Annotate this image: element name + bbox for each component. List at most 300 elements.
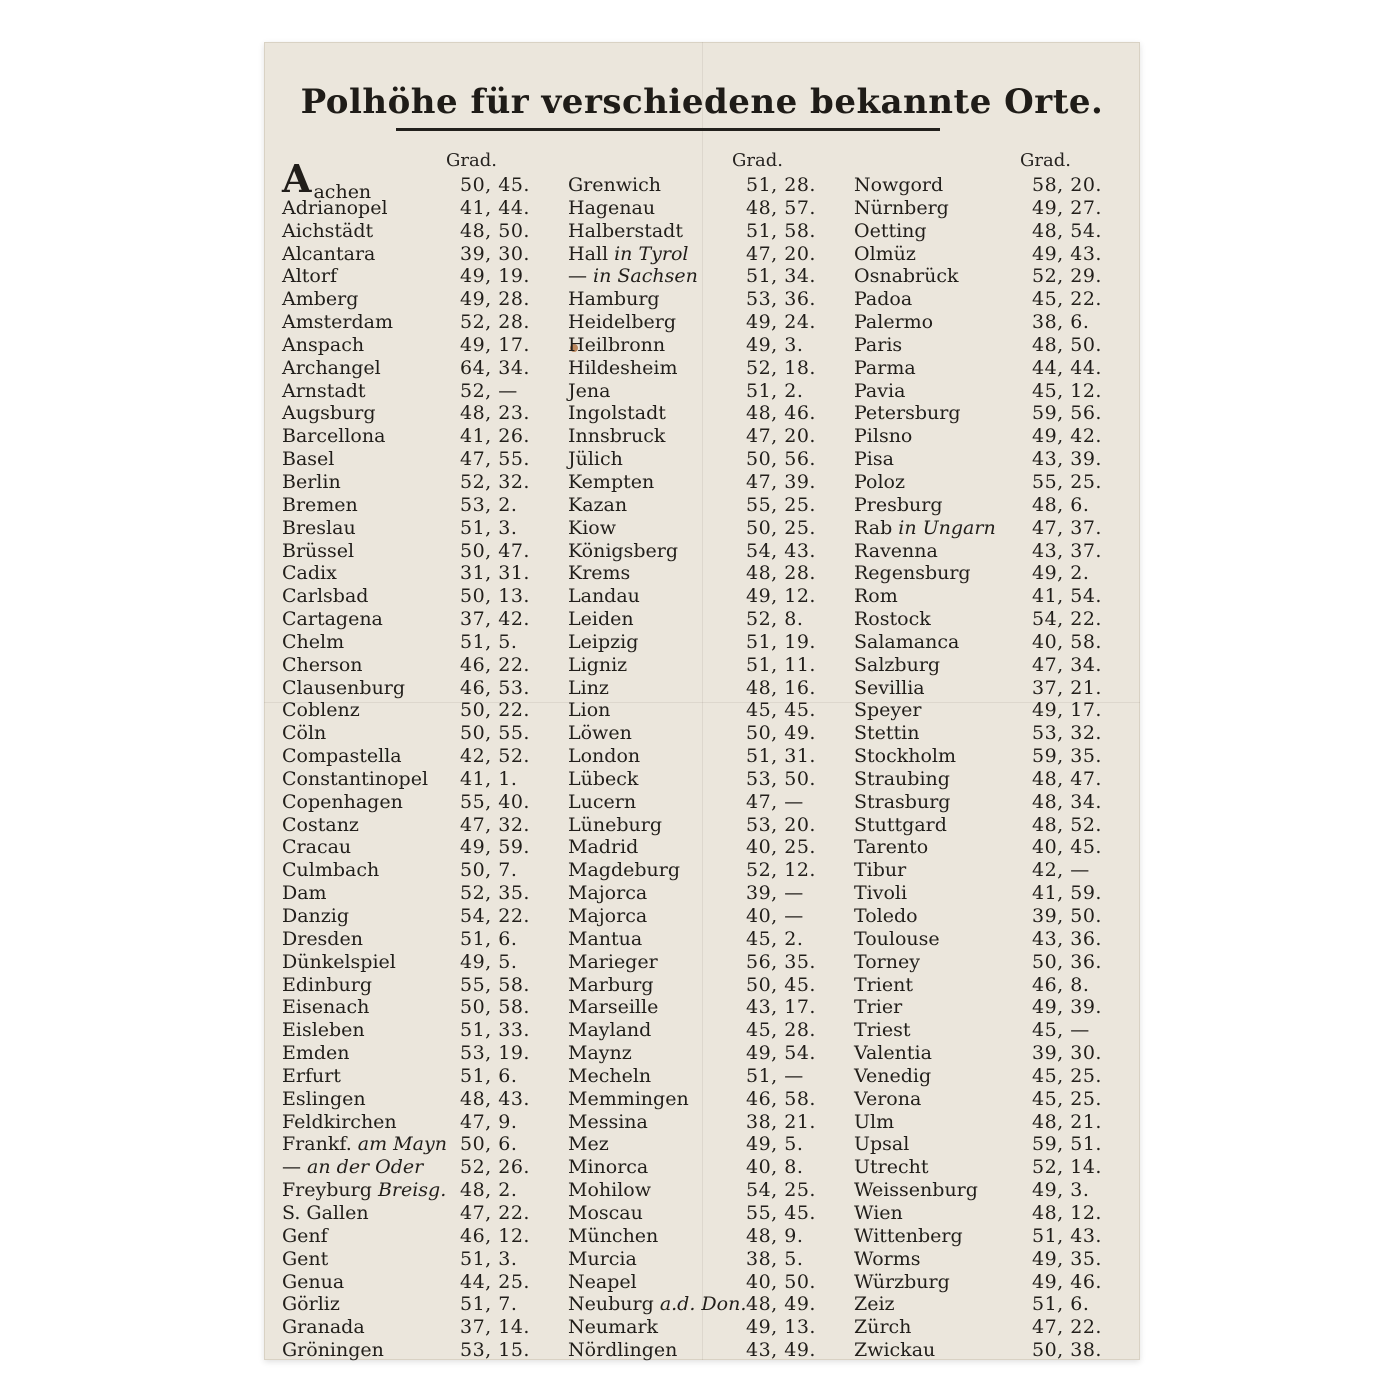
table-row xyxy=(282,380,554,403)
latitude-value: 50, 56. xyxy=(746,448,816,471)
place-name xyxy=(568,540,678,563)
place-name xyxy=(282,631,344,654)
latitude-value: 47, 37. xyxy=(1032,516,1102,539)
table-row xyxy=(282,562,554,585)
place-name-text: Coblenz xyxy=(282,699,360,722)
place-name-text: Landau xyxy=(568,585,640,608)
latitude-value: 53, 50. xyxy=(746,767,816,790)
table-row xyxy=(568,540,840,563)
place-name xyxy=(282,1179,446,1202)
document-title: Polhöhe für verschiedene bekannte Orte. xyxy=(300,82,1104,122)
place-name xyxy=(854,1316,911,1339)
place-name xyxy=(854,677,925,700)
place-name xyxy=(854,1042,932,1065)
place-name-text: Padoa xyxy=(854,288,913,311)
place-name-text: Kempten xyxy=(568,470,655,493)
place-name-text: Straubing xyxy=(854,767,950,790)
table-row xyxy=(282,608,554,631)
latitude-value: 41, 1. xyxy=(460,767,518,790)
latitude-value: 50, 49. xyxy=(746,722,816,745)
place-name-text: Wien xyxy=(854,1201,903,1224)
place-name-text: Stettin xyxy=(854,722,920,745)
place-name-text: Halberstadt xyxy=(568,219,683,242)
place-name xyxy=(568,494,627,517)
place-name-text: Mayland xyxy=(568,1019,652,1042)
place-name-text: Verona xyxy=(854,1087,922,1110)
latitude-value: 53, 15. xyxy=(460,1339,530,1362)
latitude-value: 48, 23. xyxy=(460,402,530,425)
column-3 xyxy=(854,146,1126,1362)
column-3-rows xyxy=(854,174,1126,1362)
place-name xyxy=(568,1179,651,1202)
latitude-value: 49, 59. xyxy=(460,836,530,859)
place-name-text: Breslau xyxy=(282,516,356,539)
table-row xyxy=(854,311,1126,334)
place-name-text: Brüssel xyxy=(282,539,355,562)
place-name xyxy=(282,448,334,471)
latitude-value: 48, 47. xyxy=(1032,767,1102,790)
table-row xyxy=(854,677,1126,700)
table-row xyxy=(854,174,1126,197)
latitude-value: 41, 44. xyxy=(460,196,530,219)
latitude-value: 56, 35. xyxy=(746,950,816,973)
place-name xyxy=(854,540,938,563)
latitude-value: 52, 35. xyxy=(460,882,530,905)
latitude-value: 54, 22. xyxy=(460,905,530,927)
place-name-text: Berlin xyxy=(282,470,341,493)
place-name-text: Edinburg xyxy=(282,973,372,996)
table-row xyxy=(568,1179,840,1202)
place-name-text: Leipzig xyxy=(568,630,639,653)
table-row xyxy=(854,996,1126,1019)
place-name xyxy=(282,311,393,334)
table-row xyxy=(854,1133,1126,1156)
place-name-text: Poloz xyxy=(854,470,905,493)
place-name xyxy=(282,494,358,517)
place-name xyxy=(282,265,337,288)
table-row xyxy=(854,1293,1126,1316)
table-row xyxy=(854,402,1126,425)
table-row xyxy=(854,265,1126,288)
place-name-text: Venedig xyxy=(854,1064,932,1087)
place-qualifier: in Tyrol xyxy=(614,242,689,265)
latitude-value: 44, 25. xyxy=(460,1270,530,1293)
place-name-text: Leiden xyxy=(568,608,634,631)
table-row xyxy=(854,722,1126,745)
place-name xyxy=(568,471,654,494)
place-name-text: Rostock xyxy=(854,608,931,631)
latitude-value: 52, 18. xyxy=(746,356,816,379)
place-name-text: Ligniz xyxy=(568,653,628,676)
place-name-text: Erfurt xyxy=(282,1064,341,1087)
table-row xyxy=(568,745,840,768)
place-name-text: London xyxy=(568,745,641,768)
place-name-text: Pisa xyxy=(854,448,894,471)
latitude-value: 45, 2. xyxy=(746,927,804,950)
latitude-value: 52, 28. xyxy=(460,311,530,334)
place-name xyxy=(568,699,610,722)
place-name xyxy=(568,1225,658,1248)
table-row xyxy=(854,1248,1126,1271)
place-name xyxy=(282,722,326,745)
place-name xyxy=(568,928,642,951)
table-row xyxy=(854,1065,1126,1088)
place-name-text: Messina xyxy=(568,1110,648,1133)
table-row xyxy=(568,996,840,1019)
place-name xyxy=(854,1339,935,1362)
latitude-value: 55, 40. xyxy=(460,790,530,813)
place-name-text: Ravenna xyxy=(854,539,938,562)
place-name xyxy=(854,402,961,425)
place-name-text: Majorca xyxy=(568,882,648,905)
table-row xyxy=(282,1248,554,1271)
table-row xyxy=(854,1339,1126,1362)
table-row xyxy=(282,220,554,243)
table-row xyxy=(282,814,554,837)
latitude-value: 51, 6. xyxy=(1032,1293,1090,1316)
place-name-text: Dam xyxy=(282,882,327,905)
place-name-text: Hildesheim xyxy=(568,356,678,379)
table-row xyxy=(854,608,1126,631)
latitude-value: 52, 32. xyxy=(460,470,530,493)
place-name xyxy=(854,425,912,448)
table-row xyxy=(282,768,554,791)
latitude-value: 48, 34. xyxy=(1032,790,1102,813)
table-row xyxy=(282,540,554,563)
title-rule xyxy=(396,128,940,131)
table-row xyxy=(282,1225,554,1248)
table-row xyxy=(568,220,840,243)
place-name-text: Heilbronn xyxy=(568,333,666,356)
place-name-text: Archangel xyxy=(282,356,381,379)
table-row xyxy=(568,311,840,334)
place-name-text: Amberg xyxy=(282,288,359,311)
latitude-value: 48, 16. xyxy=(746,676,816,699)
place-name xyxy=(282,1225,328,1248)
latitude-value: 49, 5. xyxy=(746,1133,804,1156)
place-name xyxy=(282,197,388,220)
place-name-text: Murcia xyxy=(568,1247,637,1270)
table-row xyxy=(854,905,1126,928)
place-name-text: Minorca xyxy=(568,1156,649,1179)
place-name xyxy=(568,608,634,631)
latitude-value: 44, 44. xyxy=(1032,356,1102,379)
place-name xyxy=(282,1248,328,1271)
table-row xyxy=(568,1248,840,1271)
latitude-value: 51, 3. xyxy=(460,516,518,539)
place-name xyxy=(282,928,363,951)
latitude-value: 48, 28. xyxy=(746,562,816,585)
table-row xyxy=(282,974,554,997)
table-row xyxy=(854,791,1126,814)
latitude-value: 51, 58. xyxy=(746,219,816,242)
place-qualifier: in Ungarn xyxy=(898,516,996,539)
place-name xyxy=(568,357,677,380)
place-name-text: Rom xyxy=(854,585,898,608)
place-name-text: Regensburg xyxy=(854,562,971,585)
table-row xyxy=(282,243,554,266)
place-name xyxy=(568,517,616,540)
place-name xyxy=(854,243,916,266)
table-row xyxy=(282,1271,554,1294)
latitude-value: 52, 8. xyxy=(746,608,804,631)
latitude-value: 38, 5. xyxy=(746,1247,804,1270)
latitude-value: 54, 43. xyxy=(746,539,816,562)
column-1 xyxy=(282,146,554,1362)
place-name xyxy=(854,380,905,403)
place-name xyxy=(854,745,956,768)
table-row xyxy=(282,928,554,951)
place-name-text: Anspach xyxy=(282,333,365,356)
place-name xyxy=(568,905,647,928)
place-name-text: Nowgord xyxy=(854,174,944,196)
latitude-value: 47, 9. xyxy=(460,1110,518,1133)
latitude-value: 48, 50. xyxy=(1032,333,1102,356)
place-name-text: Tarento xyxy=(854,836,929,859)
table-row xyxy=(282,517,554,540)
place-name-text: Valentia xyxy=(854,1042,932,1065)
latitude-value: 45, 25. xyxy=(1032,1064,1102,1087)
place-name xyxy=(854,654,940,677)
table-row xyxy=(282,494,554,517)
place-name-text: Zeiz xyxy=(854,1293,895,1316)
table-row xyxy=(854,1042,1126,1065)
place-name xyxy=(282,677,405,700)
place-name xyxy=(854,722,919,745)
column-header: Grad. xyxy=(732,150,783,171)
latitude-value: 40, — xyxy=(746,905,804,927)
latitude-value: 45, 45. xyxy=(746,699,816,722)
place-name-text: Presburg xyxy=(854,493,943,516)
place-name-text: Madrid xyxy=(568,836,639,859)
place-name-text: Altorf xyxy=(282,265,337,288)
place-name-text: Dresden xyxy=(282,927,363,950)
place-name xyxy=(282,745,402,768)
place-name xyxy=(282,814,359,837)
place-name xyxy=(854,1156,929,1179)
table-row xyxy=(568,722,840,745)
table-row xyxy=(854,540,1126,563)
latitude-value: 52, — xyxy=(460,379,518,402)
table-row xyxy=(568,836,840,859)
place-name-text: Eslingen xyxy=(282,1087,366,1110)
place-name xyxy=(282,974,372,997)
place-name-text: Kiow xyxy=(568,516,616,539)
place-name-text: Toulouse xyxy=(854,927,940,950)
place-name xyxy=(282,357,381,380)
latitude-value: 53, 20. xyxy=(746,813,816,836)
latitude-value: 54, 22. xyxy=(1032,608,1102,631)
latitude-value: 31, 31. xyxy=(460,562,530,585)
latitude-value: 49, 35. xyxy=(1032,1247,1102,1270)
latitude-value: 59, 56. xyxy=(1032,402,1102,425)
column-2-rows xyxy=(568,174,840,1362)
latitude-value: 38, 6. xyxy=(1032,311,1090,334)
place-name-text: Barcellona xyxy=(282,425,386,448)
place-name xyxy=(568,174,661,197)
table-row xyxy=(568,402,840,425)
table-row xyxy=(854,631,1126,654)
table-row xyxy=(568,1156,840,1179)
table-row xyxy=(568,562,840,585)
latitude-value: 51, — xyxy=(746,1064,804,1087)
table-row xyxy=(568,791,840,814)
latitude-value: 47, 34. xyxy=(1032,653,1102,676)
table-row xyxy=(282,1339,554,1362)
column-2 xyxy=(568,146,840,1362)
place-name xyxy=(568,1316,658,1339)
table-row xyxy=(568,265,840,288)
place-name-text: S. Gallen xyxy=(282,1201,369,1224)
place-name xyxy=(568,220,683,243)
place-name-text: Neapel xyxy=(568,1270,637,1293)
latitude-value: 51, 31. xyxy=(746,745,816,768)
latitude-value: 50, 47. xyxy=(460,539,530,562)
latitude-value: 53, 32. xyxy=(1032,722,1102,745)
table-row xyxy=(568,608,840,631)
place-name-text: Wittenberg xyxy=(854,1224,963,1247)
latitude-value: 49, 27. xyxy=(1032,196,1102,219)
table-row xyxy=(854,699,1126,722)
place-name-text: Constantinopel xyxy=(282,767,429,790)
place-name xyxy=(568,448,623,471)
place-name-text: Pilsno xyxy=(854,425,913,448)
place-name xyxy=(854,791,950,814)
place-name-text: Stockholm xyxy=(854,745,957,768)
latitude-value: 43, 36. xyxy=(1032,927,1102,950)
table-row xyxy=(568,380,840,403)
place-name-text: Jena xyxy=(568,379,611,402)
latitude-value: 51, 34. xyxy=(746,265,816,288)
latitude-value: 37, 42. xyxy=(460,608,530,631)
latitude-value: 47, 32. xyxy=(460,813,530,836)
table-row xyxy=(854,425,1126,448)
place-name xyxy=(568,334,665,357)
latitude-value: 52, 26. xyxy=(460,1156,530,1179)
paper-sheet xyxy=(264,42,1140,1360)
place-name xyxy=(854,448,894,471)
place-name-text: Osnabrück xyxy=(854,265,959,288)
place-name xyxy=(568,654,627,677)
place-name-text: Moscau xyxy=(568,1201,643,1224)
place-name-text: Amsterdam xyxy=(282,311,393,334)
latitude-value: 47, 20. xyxy=(746,425,816,448)
place-name xyxy=(854,836,928,859)
table-row xyxy=(568,357,840,380)
place-name-text: Genua xyxy=(282,1270,345,1293)
place-name xyxy=(282,220,373,243)
place-name-text: Culmbach xyxy=(282,859,380,882)
place-name xyxy=(854,882,907,905)
table-row xyxy=(568,1293,840,1316)
latitude-value: 51, 7. xyxy=(460,1293,518,1316)
table-row xyxy=(282,905,554,928)
place-name xyxy=(282,471,341,494)
place-name-text: Genf xyxy=(282,1224,328,1247)
place-name xyxy=(854,631,959,654)
place-name xyxy=(854,699,921,722)
place-name-text: Linz xyxy=(568,676,609,699)
place-name-text: Toledo xyxy=(854,905,918,927)
place-name-text: Grenwich xyxy=(568,174,661,196)
place-name-text: Palermo xyxy=(854,311,934,334)
latitude-value: 49, 28. xyxy=(460,288,530,311)
place-name-text: — xyxy=(568,265,587,288)
place-name xyxy=(282,654,363,677)
latitude-value: 49, 13. xyxy=(746,1316,816,1339)
latitude-value: 49, 5. xyxy=(460,950,518,973)
latitude-value: 55, 58. xyxy=(460,973,530,996)
place-name xyxy=(568,1019,651,1042)
latitude-value: 48, 12. xyxy=(1032,1201,1102,1224)
place-name xyxy=(282,540,354,563)
table-row xyxy=(568,1316,840,1339)
latitude-value: 51, 6. xyxy=(460,1064,518,1087)
place-name xyxy=(282,402,376,425)
place-name xyxy=(568,768,638,791)
place-name-text: Paris xyxy=(854,333,903,356)
table-row xyxy=(568,243,840,266)
place-name xyxy=(282,380,366,403)
latitude-value: 51, 6. xyxy=(460,927,518,950)
latitude-value: 45, 28. xyxy=(746,1019,816,1042)
latitude-value: 47, 22. xyxy=(460,1201,530,1224)
place-name-text: Salamanca xyxy=(854,630,960,653)
table-row xyxy=(282,1202,554,1225)
table-row xyxy=(854,494,1126,517)
latitude-value: 48, 2. xyxy=(460,1179,518,1202)
place-name-text: Chelm xyxy=(282,630,345,653)
latitude-value: 58, 20. xyxy=(1032,174,1102,196)
place-name xyxy=(854,494,943,517)
place-name xyxy=(282,1065,341,1088)
table-row xyxy=(282,288,554,311)
table-row xyxy=(568,905,840,928)
latitude-value: 49, 46. xyxy=(1032,1270,1102,1293)
latitude-value: 43, 37. xyxy=(1032,539,1102,562)
place-name-text: Oetting xyxy=(854,219,927,242)
place-name xyxy=(282,996,369,1019)
table-row xyxy=(282,311,554,334)
table-row xyxy=(282,1088,554,1111)
table-row xyxy=(282,654,554,677)
table-row xyxy=(568,334,840,357)
place-name xyxy=(854,1088,921,1111)
place-name-text: Trient xyxy=(854,973,913,996)
latitude-value: 47, 55. xyxy=(460,448,530,471)
place-name-text: Emden xyxy=(282,1042,350,1065)
latitude-value: 50, 45. xyxy=(746,973,816,996)
latitude-value: 45, — xyxy=(1032,1019,1090,1042)
place-name-text: Hamburg xyxy=(568,288,660,311)
table-row xyxy=(282,265,554,288)
place-name-text: Zwickau xyxy=(854,1339,936,1362)
latitude-value: 38, 21. xyxy=(746,1110,816,1133)
place-name-text: Cartagena xyxy=(282,608,383,631)
table-row xyxy=(854,1316,1126,1339)
table-row xyxy=(854,974,1126,997)
place-name xyxy=(854,1179,978,1202)
latitude-value: 55, 25. xyxy=(746,493,816,516)
latitude-value: 48, 57. xyxy=(746,196,816,219)
place-name xyxy=(854,585,898,608)
table-row xyxy=(282,836,554,859)
place-name-text: Torney xyxy=(854,950,920,973)
table-row xyxy=(568,631,840,654)
place-name xyxy=(568,745,640,768)
place-name-text: Aichstädt xyxy=(282,219,374,242)
place-name-text: Innsbruck xyxy=(568,425,666,448)
